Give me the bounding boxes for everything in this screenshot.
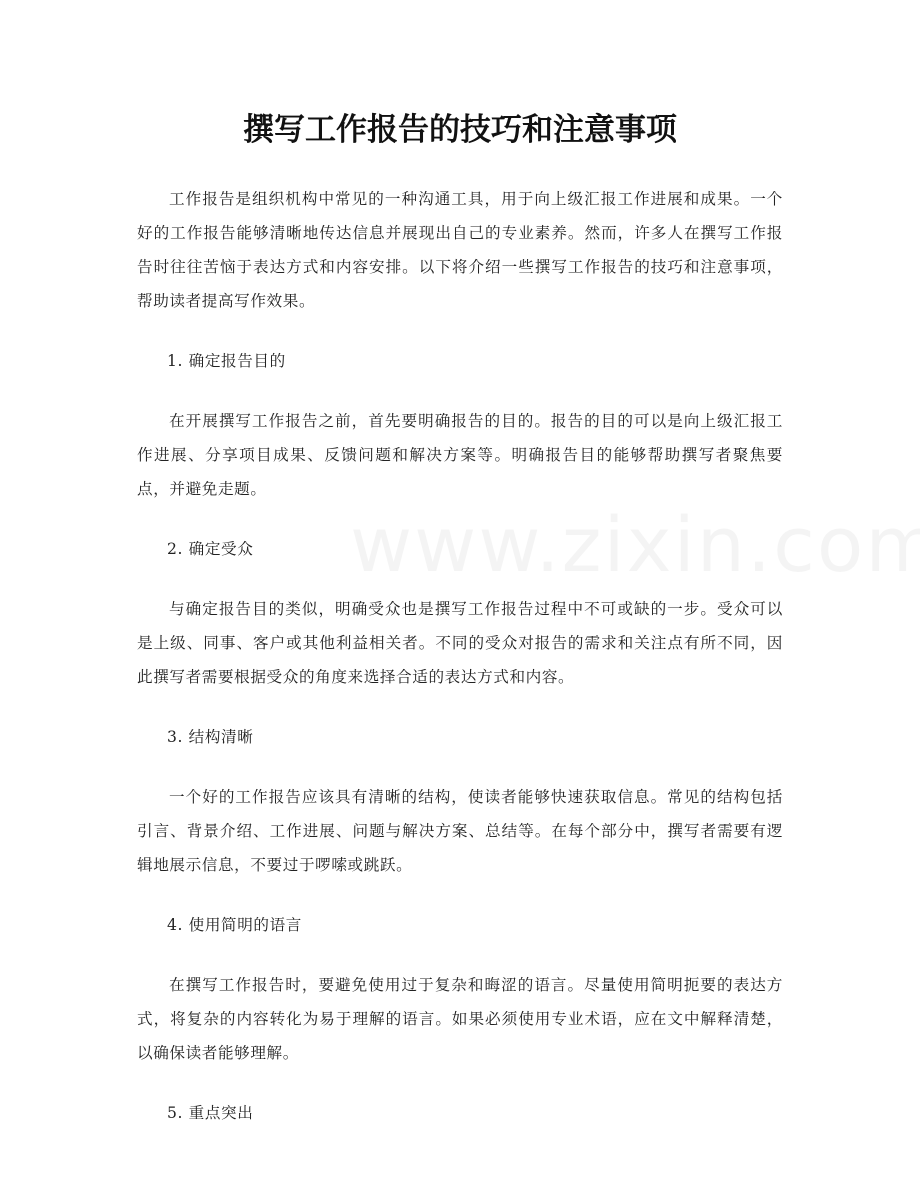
section-heading-3: 3. 结构清晰 <box>167 728 254 746</box>
section-heading-2: 2. 确定受众 <box>167 540 254 558</box>
document-body <box>137 182 783 1156</box>
document-title: 撰写工作报告的技巧和注意事项 <box>243 112 677 148</box>
section-heading-5: 5. 重点突出 <box>167 1104 254 1122</box>
intro-paragraph: 工作报告是组织机构中常见的一种沟通工具，用于向上级汇报工作进展和成果。一个好的工作报告能够清晰地传达信息并展现出自己的专业素养。然而，许多人在撰写工作报告时往往苦恼于表达方式和内容安排。以下将介绍一些撰写工作报告的技巧和注意事项，帮助读者提高写作效果。 <box>137 190 783 310</box>
section-heading-1: 1. 确定报告目的 <box>167 352 286 370</box>
section-paragraph-4: 在撰写工作报告时，要避免使用过于复杂和晦涩的语言。尽量使用简明扼要的表达方式，将复杂的内容转化为易于理解的语言。如果必须使用专业术语，应在文中解释清楚，以确保读者能够理解。 <box>137 976 783 1062</box>
section-paragraph-3: 一个好的工作报告应该具有清晰的结构，使读者能够快速获取信息。常见的结构包括引言、背景介绍、工作进展、问题与解决方案、总结等。在每个部分中，撰写者需要有逻辑地展示信息，不要过于啰嗦或跳跃。 <box>137 788 783 874</box>
section-paragraph-1: 在开展撰写工作报告之前，首先要明确报告的目的。报告的目的可以是向上级汇报工作进展、分享项目成果、反馈问题和解决方案等。明确报告目的能够帮助撰写者聚焦要点，并避免走题。 <box>137 412 783 498</box>
section-paragraph-2: 与确定报告目的类似，明确受众也是撰写工作报告过程中不可或缺的一步。受众可以是上级、同事、客户或其他利益相关者。不同的受众对报告的需求和关注点有所不同，因此撰写者需要根据受众的角度来选择合适的表达方式和内容。 <box>137 600 783 686</box>
section-heading-4: 4. 使用简明的语言 <box>167 916 302 934</box>
